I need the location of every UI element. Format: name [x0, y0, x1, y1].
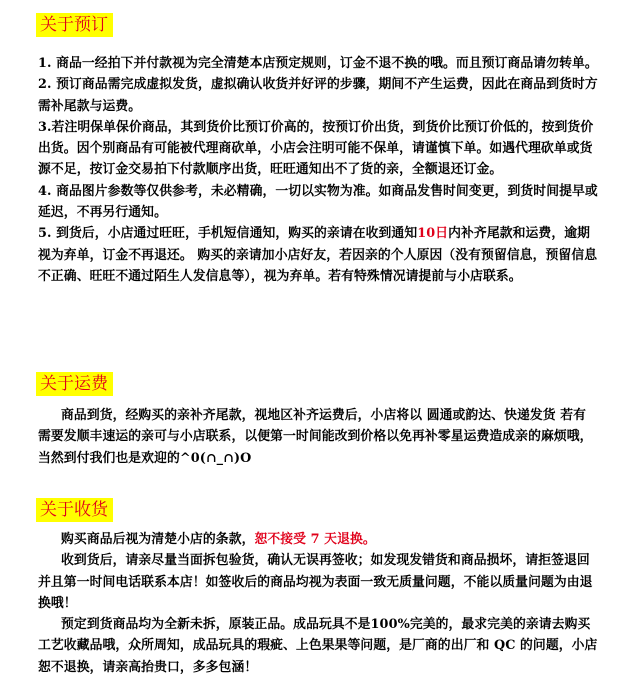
heading-receiving: 关于收货 [36, 498, 113, 522]
no-return-notice: 恕不接受 7 天退换。 [254, 532, 376, 547]
preorder-rule-5 [38, 223, 598, 287]
shipping-text: 商品到货，经购买的亲补齐尾款，视地区补齐运费后，小店将以 圆通或韵达、快递发货 若有需要发顺丰速运的亲可与小店联系，以便第一时间能改到价格以免再补零星运费造成亲的麻烦哦，当然到付我们也是欢迎的^0(∩_∩)O [38, 408, 593, 466]
heading-shipping: 关于运费 [36, 372, 113, 396]
shipping-info [38, 405, 598, 469]
receiving-info [38, 529, 598, 678]
preorder-rule-5-text-b: 内补齐尾款和运费，逾期视为弃单，订金不再退还。 购买的亲请加小店好友，若因亲的个人原因（没有预留信息，预留信息不正确、旺旺不通过陌生人发信息等），视为弃单。若有特殊情况请提前与小店联系。 [38, 226, 598, 284]
heading-preorder: 关于预订 [36, 13, 113, 37]
receiving-para-1 [38, 529, 598, 550]
receiving-para-2: 收到货后，请亲尽量当面拆包验货，确认无误再签收；如发现发错货和商品损坏，请拒签退回并且第一时间电话联系本店！如签收后的商品均视为表面一致无质量问题，不能以质量问题为由退换哦！ [38, 553, 593, 611]
preorder-rule-2: 2. 预订商品需完成虚拟发货，虚拟确认收货并好评的步骤，期间不产生运费，因此在商品到货时方需补尾款与运费。 [38, 77, 598, 114]
preorder-rule-5-deadline: 10日 [417, 226, 449, 242]
preorder-rules [38, 53, 598, 287]
preorder-rule-3: 3.若注明保单保价商品，其到货价比预订价高的，按预订价出货，到货价比预订价低的，按到货价出货。因个别商品有可能被代理商砍单，小店会注明可能不保单，请谨慎下单。如遇代理砍单或货源不足，按订金交易拍下付款顺序出货，旺旺通知出不了货的亲，全额退还订金。 [38, 119, 594, 178]
receiving-para-1-text: 购买商品后视为清楚小店的条款， [61, 532, 255, 547]
preorder-rule-1: 1. 商品一经拍下并付款视为完全清楚本店预定规则，订金不退不换的哦。而且预订商品请勿转单。 [38, 56, 598, 71]
receiving-para-3: 预定到货商品均为全新未拆，原装正品。成品玩具不是100%完美的，最求完美的亲请去购买工艺收藏品哦，众所周知，成品玩具的瑕疵、上色果果等问题，是厂商的出厂和 QC 的问题，小店恕不退换，请亲高抬贵口，多多包涵！ [38, 617, 598, 675]
preorder-rule-4: 4. 商品图片参数等仅供参考，未必精确，一切以实物为准。如商品发售时间变更，到货时间提早或延迟，不再另行通知。 [38, 183, 598, 221]
preorder-rule-5-text-a: 5. 到货后，小店通过旺旺，手机短信通知，购买的亲请在收到通知 [38, 226, 418, 242]
